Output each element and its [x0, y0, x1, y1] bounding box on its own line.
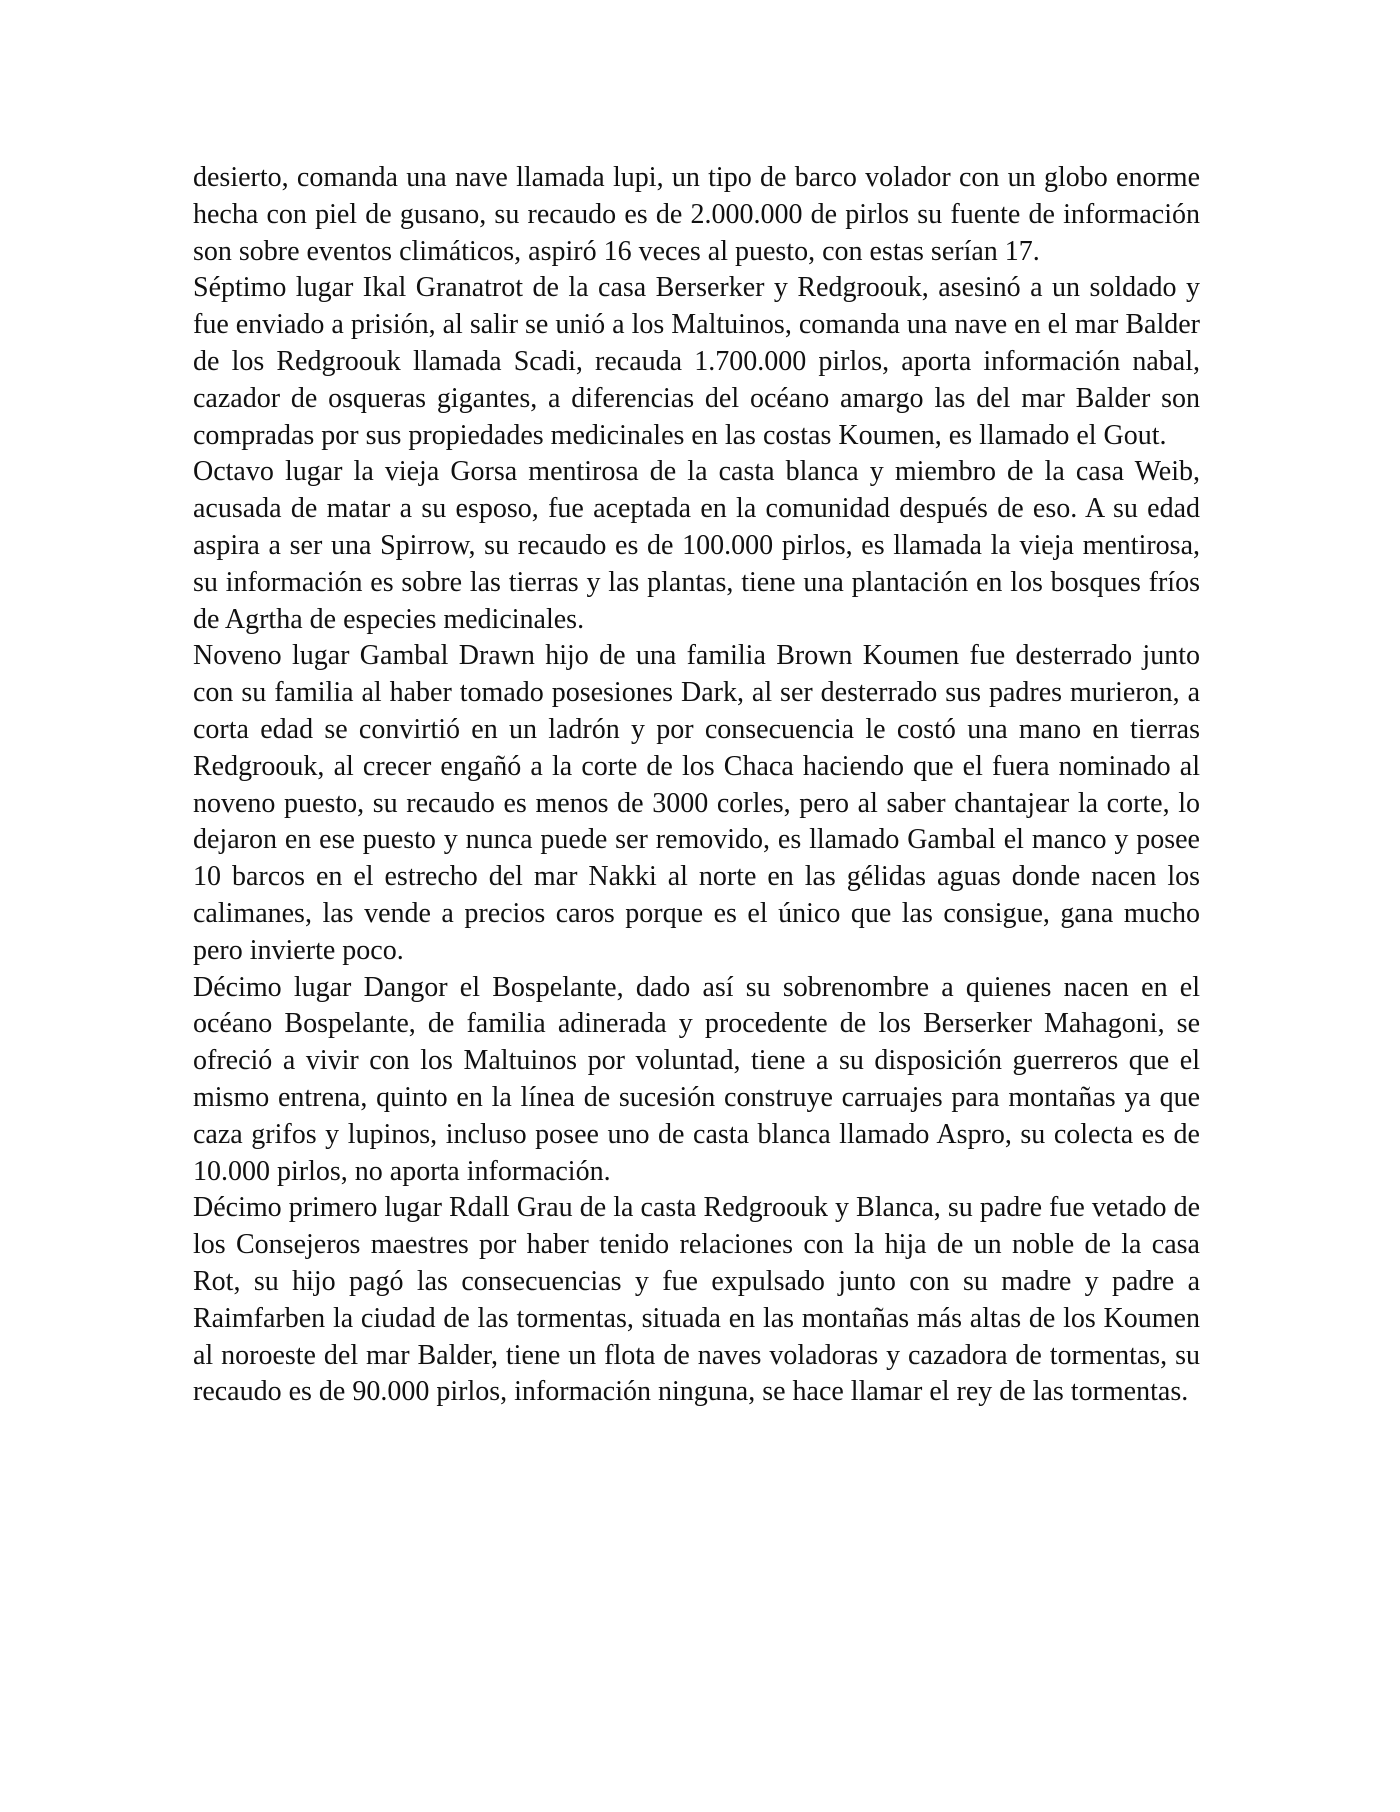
- paragraph-decimo-primero-lugar: Décimo primero lugar Rdall Grau de la casta Redgroouk y Blanca, su padre fue vetado de los Consejeros maestres por haber tenido relaciones con la hija de un noble de la casa Rot, su hijo pagó las consecuencias y fue expulsado junto con su madre y padre a Raimfarben la ciudad de las tormentas, situada en las montañas más altas de los Koumen al noroeste del mar Balder, tiene un flota de naves voladoras y cazadora de tormentas, su recaudo es de 90.000 pirlos, información ninguna, se hace llamar el rey de las tormentas.: [193, 1192, 1200, 1408]
- paragraph-septimo-lugar: Séptimo lugar Ikal Granatrot de la casa Berserker y Redgroouk, asesinó a un soldado y fue enviado a prisión, al salir se unió a los Maltuinos, comanda una nave en el mar Balder de los Redgroouk llamada Scadi, recauda 1.700.000 pirlos, aporta información nabal, cazador de osqueras gigantes, a diferencias del océano amargo las del mar Balder son compradas por sus propiedades medicinales en las costas Koumen, es llamado el Gout.: [193, 272, 1200, 451]
- paragraph-octavo-lugar: Octavo lugar la vieja Gorsa mentirosa de la casta blanca y miembro de la casa Weib, acusada de matar a su esposo, fue aceptada en la comunidad después de eso. A su edad aspira a ser una Spirrow, su recaudo es de 100.000 pirlos, es llamada la vieja mentirosa, su información es sobre las tierras y las plantas, tiene una plantación en los bosques fríos de Agrtha de especies medicinales.: [193, 456, 1200, 635]
- paragraph-desierto: desierto, comanda una nave llamada lupi, un tipo de barco volador con un globo enorme hecha con piel de gusano, su recaudo es de 2.000.000 de pirlos su fuente de información son sobre eventos climáticos, aspiró 16 veces al puesto, con estas serían 17.: [193, 162, 1200, 267]
- paragraph-noveno-lugar: Noveno lugar Gambal Drawn hijo de una familia Brown Koumen fue desterrado junto con su familia al haber tomado posesiones Dark, al ser desterrado sus padres murieron, a corta edad se convirtió en un ladrón y por consecuencia le costó una mano en tierras Redgroouk, al crecer engañó a la corte de los Chaca haciendo que el fuera nominado al noveno puesto, su recaudo es menos de 3000 corles, pero al saber chantajear la corte, lo dejaron en ese puesto y nunca puede ser removido, es llamado Gambal el manco y posee 10 barcos en el estrecho del mar Nakki al norte en las gélidas aguas donde nacen los calimanes, las vende a precios caros porque es el único que las consigue, gana mucho pero invierte poco.: [193, 640, 1200, 966]
- body-text: [193, 160, 1200, 1411]
- paragraph-decimo-lugar: Décimo lugar Dangor el Bospelante, dado así su sobrenombre a quienes nacen en el océano Bospelante, de familia adinerada y procedente de los Berserker Mahagoni, se ofreció a vivir con los Maltuinos por voluntad, tiene a su disposición guerreros que el mismo entrena, quinto en la línea de sucesión construye carruajes para montañas ya que caza grifos y lupinos, incluso posee uno de casta blanca llamado Aspro, su colecta es de 10.000 pirlos, no aporta información.: [193, 971, 1200, 1187]
